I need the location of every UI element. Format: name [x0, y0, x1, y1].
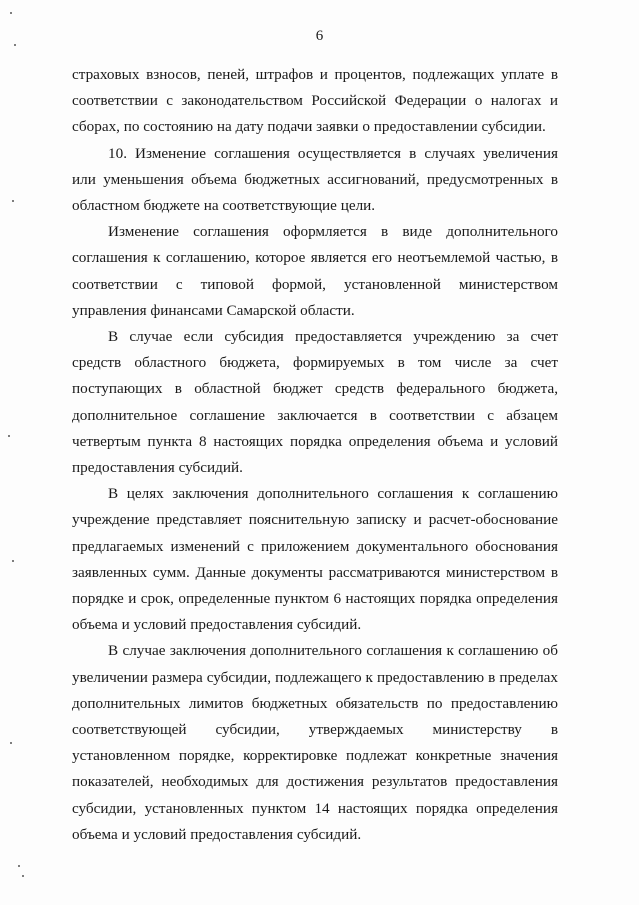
- scan-speck: [10, 12, 12, 14]
- scan-speck: [18, 865, 20, 867]
- paragraph-explanatory-note: В целях заключения дополнительного соглашения к соглашению учреждение представляет пояснительную записку и расчет-обоснование предлагаемых изменений с приложением документального обоснования заявленных сумм. Данные документы рассматриваются министерством в порядке и срок, определенные пунктом 6 настоящих порядка определения объема и условий предоставления субсидий.: [72, 485, 558, 634]
- scan-speck: [12, 560, 14, 562]
- document-body: [72, 62, 558, 848]
- paragraph-continuation: страховых взносов, пеней, штрафов и процентов, подлежащих уплате в соответствии с законодательством Российской Федерации о налогах и сборах, по состоянию на дату подачи заявки о предоставлении субсидии.: [72, 66, 558, 136]
- scan-speck: [10, 742, 12, 744]
- paragraph-subsidy-increase: В случае заключения дополнительного соглашения к соглашению об увеличении размера субсидии, подлежащего к предоставлению в пределах дополнительных лимитов бюджетных обязательств по предоставлению соответствующей субсидии, утверждаемых министерству в установленном порядке, корректировке подлежат конкретные значения показателей, необходимых для достижения результатов предоставления субсидии, установленных пунктом 14 настоящих порядка определения объема и условий предоставления субсидий.: [72, 642, 558, 843]
- paragraph-item-10: 10. Изменение соглашения осуществляется в случаях увеличения или уменьшения объема бюджетных ассигнований, предусмотренных в областном бюджете на соответствующие цели.: [72, 144, 558, 215]
- scan-speck: [14, 44, 16, 46]
- paragraph-amendment-form: Изменение соглашения оформляется в виде дополнительного соглашения к соглашению, которое является его неотъемлемой частью, в соответствии с типовой формой, установленной министерством управления финансами Самарской области.: [72, 223, 558, 319]
- scan-speck: [8, 435, 10, 437]
- page-number: 6: [315, 28, 324, 44]
- scan-speck: [22, 875, 24, 877]
- scan-speck: [12, 200, 14, 202]
- paragraph-federal-funds: В случае если субсидия предоставляется учреждению за счет средств областного бюджета, формируемых в том числе за счет поступающих в областной бюджет средств федерального бюджета, дополнительное соглашение заключается в соответствии с абзацем четвертым пункта 8 настоящих порядка определения объема и условий предоставления субсидий.: [72, 328, 558, 477]
